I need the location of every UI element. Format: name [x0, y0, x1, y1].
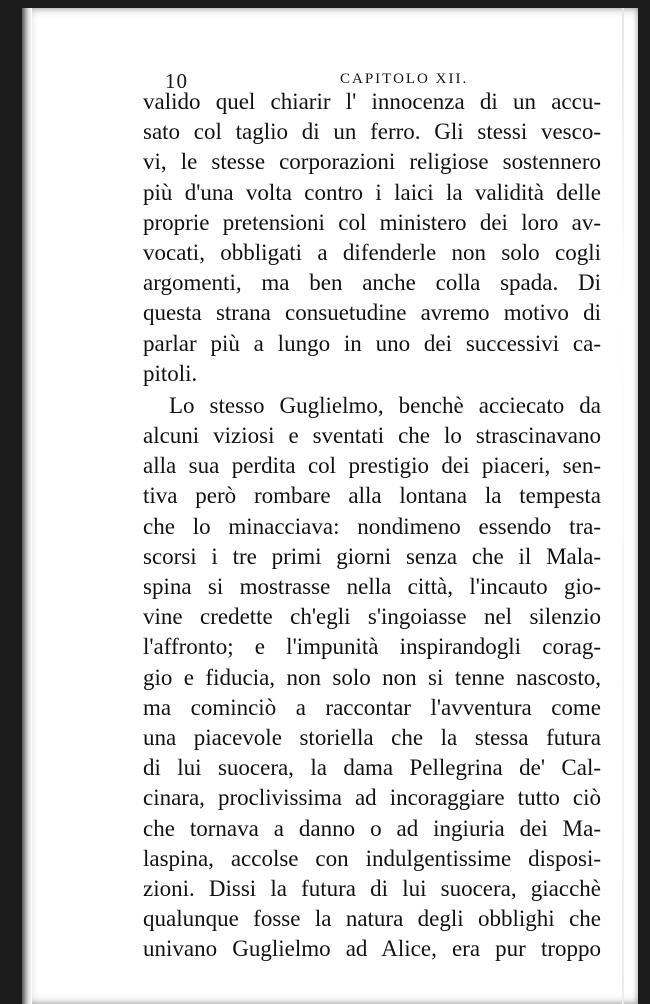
text-line: di lui suocera, la dama Pellegrina de' Cal-: [143, 755, 601, 781]
text-line: proprie pretensioni col ministero dei loro av-: [143, 209, 601, 235]
text-line: una piacevole storiella che la stessa futura: [143, 724, 601, 750]
text-line: l'affronto; e l'impunità inspirandogli corag-: [143, 634, 601, 660]
text-line: univano Guglielmo ad Alice, era pur troppo: [143, 936, 601, 962]
text-line: alla sua perdita col prestigio dei piaceri, sen-: [143, 453, 601, 479]
page-spine-shadow: [22, 8, 32, 1004]
text-line: questa strana consuetudine avremo motivo di: [143, 300, 601, 326]
text-line: vocati, obbligati a difenderle non solo cogli: [143, 239, 601, 265]
text-line: spina si mostrasse nella città, l'incauto gio-: [143, 574, 601, 599]
running-head: CAPITOLO XII.: [340, 71, 469, 87]
paragraph-1: [143, 87, 601, 389]
text-line: laspina, accolse con indulgentissime disposi-: [143, 845, 601, 871]
text-line: cinara, proclivissima ad incoraggiare tutto ciò: [143, 785, 601, 811]
body-text: [143, 87, 601, 964]
page-edge: [622, 8, 624, 1004]
text-line: scorsi i tre primi giorni senza che il Mala-: [143, 543, 601, 569]
page-number: 10: [165, 69, 188, 93]
paragraph-2: [143, 391, 601, 965]
text-line: valido quel chiarir l' innocenza di un accu-: [143, 89, 601, 114]
text-line: Lo stesso Guglielmo, benchè acciecato da: [169, 392, 601, 418]
text-line: che tornava a danno o ad ingiuria dei Ma-: [143, 815, 601, 841]
text-line: vine credette ch'egli s'ingoiasse nel silenzio: [143, 604, 601, 630]
text-line: più d'una volta contro i laici la validità delle: [143, 179, 601, 205]
text-line: zioni. Dissi la futura di lui suocera, giacchè: [143, 875, 601, 901]
text-line: gio e fiducia, non solo non si tenne nascosto,: [143, 664, 601, 690]
text-line: ma cominciò a raccontar l'avventura come: [143, 694, 601, 720]
text-line: pitoli.: [143, 360, 198, 386]
text-line: che lo minacciava: nondimeno essendo tra-: [143, 513, 601, 539]
text-line: vi, le stesse corporazioni religiose sostennero: [143, 149, 601, 175]
text-line: qualunque fosse la natura degli obblighi che: [143, 906, 601, 932]
text-line: alcuni viziosi e sventati che lo strascinavano: [143, 423, 601, 449]
text-line: sato col taglio di un ferro. Gli stessi vesco-: [143, 119, 601, 145]
text-line: argomenti, ma ben anche colla spada. Di: [143, 270, 601, 296]
text-line: tiva però rombare alla lontana la tempesta: [143, 483, 601, 509]
text-line: parlar più a lungo in uno dei successivi ca-: [143, 330, 601, 356]
